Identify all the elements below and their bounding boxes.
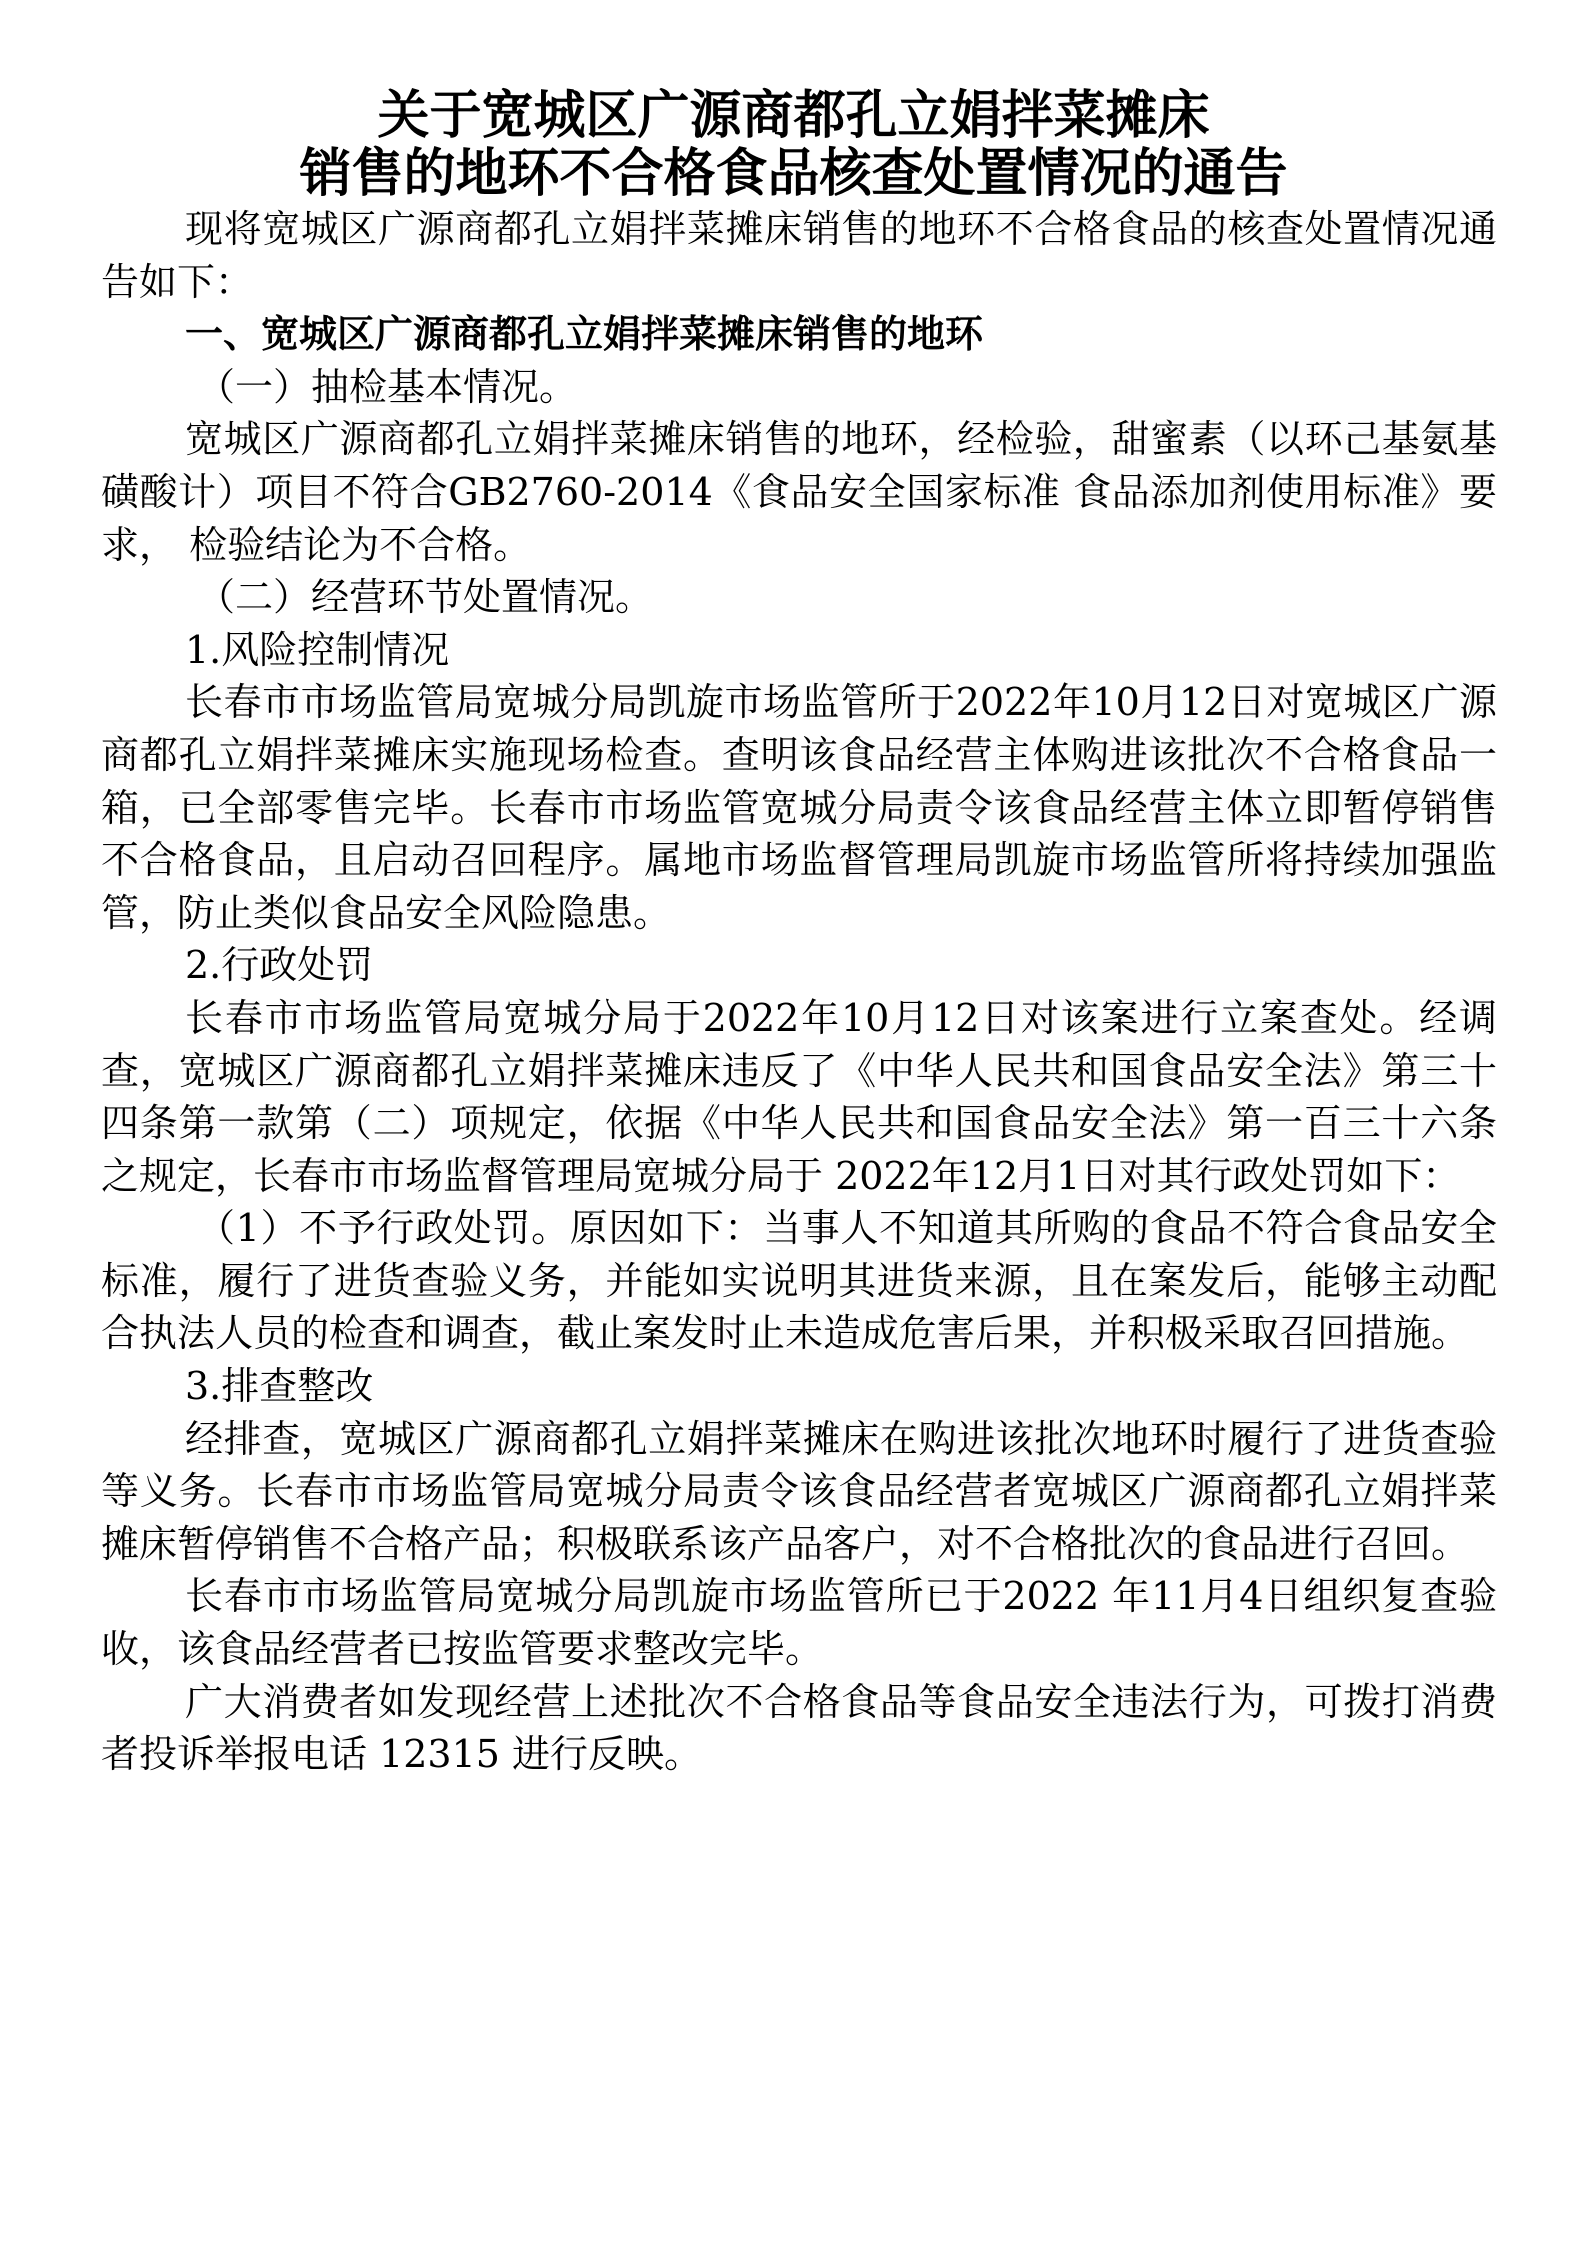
document-title-line-2: 销售的地环不合格食品核查处置情况的通告: [299, 143, 1288, 204]
heading-risk-control: 1.风险控制情况: [185, 627, 450, 672]
intro-paragraph: 现将宽城区广源商都孔立娟拌菜摊床销售的地环不合格食品的核查处置情况通告如下：: [101, 207, 1497, 304]
subsection-heading-handling: （二）经营环节处置情况。: [197, 575, 654, 620]
penalty-item-1: （1）不予行政处罚。原因如下：当事人不知道其所购的食品不符合食品安全标准，履行了进货查验义务，并能如实说明其进货来源，且在案发后，能够主动配合执法人员的检查和调查，截止案发时止未造成危害后果，并积极采取召回措施。: [101, 1206, 1497, 1356]
subsection-heading-sampling: （一）抽检基本情况。: [197, 364, 578, 409]
heading-rectification: 3.排查整改: [185, 1364, 374, 1409]
section-heading-1: 一、宽城区广源商都孔立娟拌菜摊床销售的地环: [185, 312, 984, 357]
document-body: [101, 203, 1497, 1781]
complaint-paragraph: 广大消费者如发现经营上述批次不合格食品等食品安全违法行为，可拨打消费者投诉举报电话 12315 进行反映。: [101, 1679, 1497, 1777]
penalty-paragraph: 长春市市场监管局宽城分局于2022年10月12日对该案进行立案查处。经调查，宽城区广源商都孔立娟拌菜摊床违反了《中华人民共和国食品安全法》第三十四条第一款第（二）项规定，依据《中华人民共和国食品安全法》第一百三十六条之规定，长春市市场监督管理局宽城分局于 2022年12月1日对其行政处罚如下：: [101, 995, 1497, 1198]
sampling-paragraph: 宽城区广源商都孔立娟拌菜摊床销售的地环，经检验，甜蜜素（以环己基氨基磺酸计）项目不符合GB2760-2014《食品安全国家标准 食品添加剂使用标准》要求， 检验结论为不合格。: [101, 417, 1497, 567]
review-paragraph: 长春市市场监管局宽城分局凯旋市场监管所已于2022 年11月4日组织复查验收，该食品经营者已按监管要求整改完毕。: [101, 1574, 1497, 1672]
rectification-paragraph: 经排查，宽城区广源商都孔立娟拌菜摊床在购进该批次地环时履行了进货查验等义务。长春市市场监管局宽城分局责令该食品经营者宽城区广源商都孔立娟拌菜摊床暂停销售不合格产品；积极联系该产品客户，对不合格批次的食品进行召回。: [101, 1416, 1497, 1566]
document-title-line-1: 关于宽城区广源商都孔立娟拌菜摊床: [377, 85, 1210, 146]
heading-administrative-penalty: 2.行政处罚: [185, 943, 374, 988]
risk-control-paragraph: 长春市市场监管局宽城分局凯旋市场监管所于2022年10月12日对宽城区广源商都孔立娟拌菜摊床实施现场检查。查明该食品经营主体购进该批次不合格食品一箱，已全部零售完毕。长春市市场监管宽城分局责令该食品经营主体立即暂停销售不合格食品，且启动召回程序。属地市场监督管理局凯旋市场监管所将持续加强监管，防止类似食品安全风险隐患。: [101, 680, 1497, 935]
